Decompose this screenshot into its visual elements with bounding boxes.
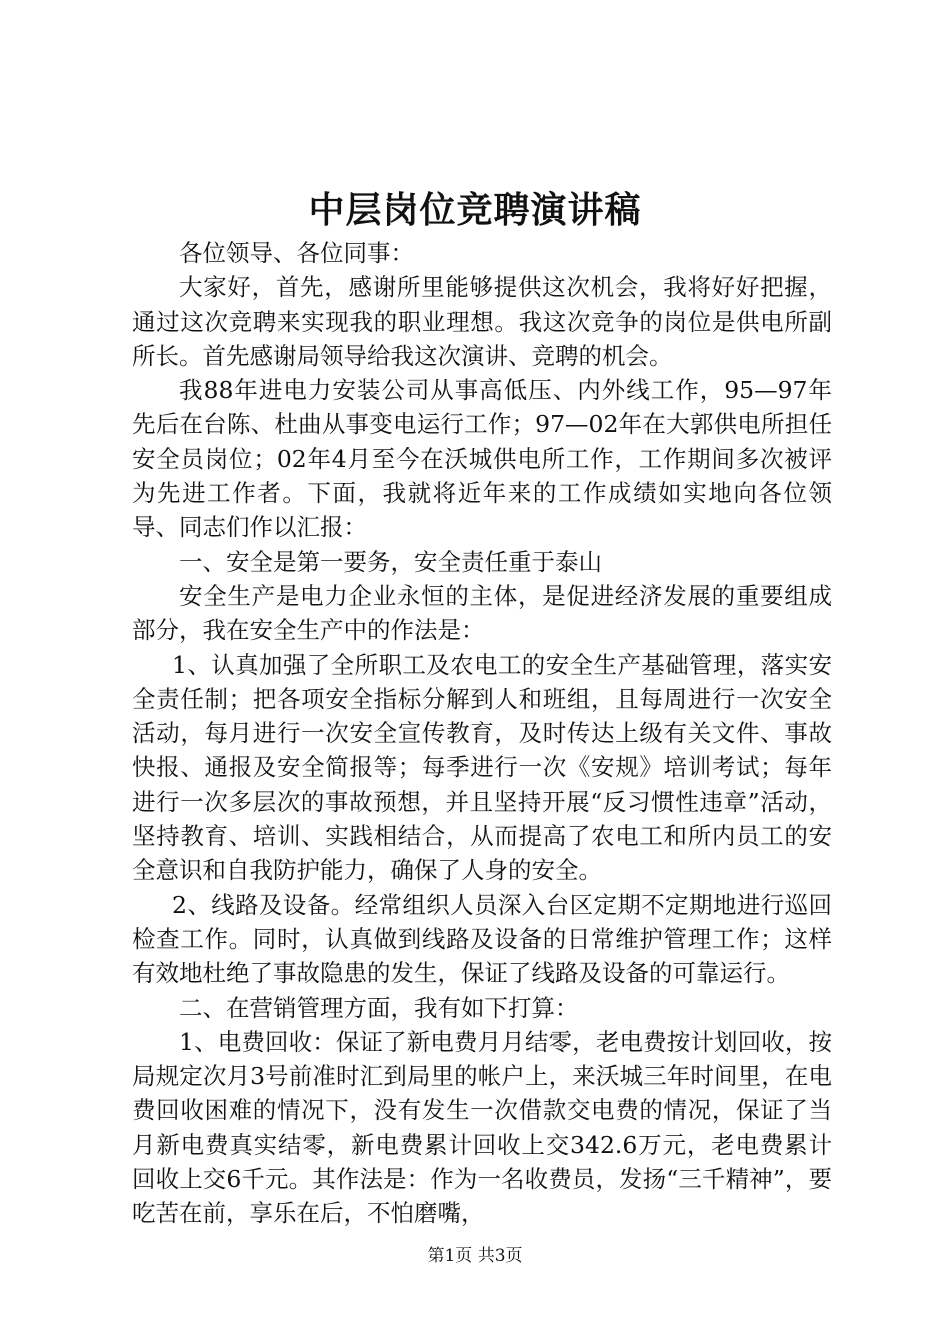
paragraph-safety-item-2: 2、线路及设备。经常组织人员深入台区定期不定期地进行巡回检查工作。同时，认真做到线路及设备的日常维护管理工作；这样有效地杜绝了事故隐患的发生，保证了线路及设备的可靠运行。 xyxy=(132,890,832,988)
paragraph-greeting: 大家好，首先，感谢所里能够提供这次机会，我将好好把握，通过这次竞聘来实现我的职业理想。我这次竞争的岗位是供电所副所长。首先感谢局领导给我这次演讲、竞聘的机会。 xyxy=(132,273,832,370)
paragraph-safety-item-1: 1、认真加强了全所职工及农电工的安全生产基础管理，落实安全责任制；把各项安全指标分解到人和班组，且每周进行一次安全活动，每月进行一次安全宣传教育，及时传达上级有关文件、事故快报、通报及安全简报等；每季进行一次《安规》培训考试；每年进行一次多层次的事故预想，并且坚持开展“反习惯性违章”活动，坚持教育、培训、实践相结合，从而提高了农电工和所内员工的安全意识和自我防护能力，确保了人身的安全。 xyxy=(132,650,832,885)
section-heading-marketing: 二、在营销管理方面，我有如下打算： xyxy=(179,993,579,1022)
paragraph-marketing-item-1: 1、电费回收：保证了新电费月月结零，老电费按计划回收，按局规定次月3号前准时汇到局里的帐户上，来沃城三年时间里，在电费回收困难的情况下，没有发生一次借款交电费的情况，保证了当月新电费真实结零，新电费累计回收上交342.6万元，老电费累计回收上交6千元。其作法是：作为一名收费员，发扬“三千精神”，要吃苦在前，享乐在后，不怕磨嘴， xyxy=(132,1027,832,1228)
page-footer: 第1页 共3页 xyxy=(427,1246,523,1266)
paragraph-work-history: 我88年进电力安装公司从事高低压、内外线工作，95—97年先后在台陈、杜曲从事变电运行工作；97—02年在大郭供电所担任安全员岗位；02年4月至今在沃城供电所工作，工作期间多次被评为先进工作者。下面，我就将近年来的工作成绩如实地向各位领导、同志们作以汇报： xyxy=(132,376,832,542)
paragraph-safety-intro: 安全生产是电力企业永恒的主体，是促进经济发展的重要组成部分，我在安全生产中的作法是： xyxy=(132,581,832,645)
salutation: 各位领导、各位同事： xyxy=(179,239,414,267)
document-body xyxy=(132,236,832,1231)
section-heading-safety: 一、安全是第一要务，安全责任重于泰山 xyxy=(179,547,602,576)
document-title: 中层岗位竞聘演讲稿 xyxy=(308,189,642,231)
